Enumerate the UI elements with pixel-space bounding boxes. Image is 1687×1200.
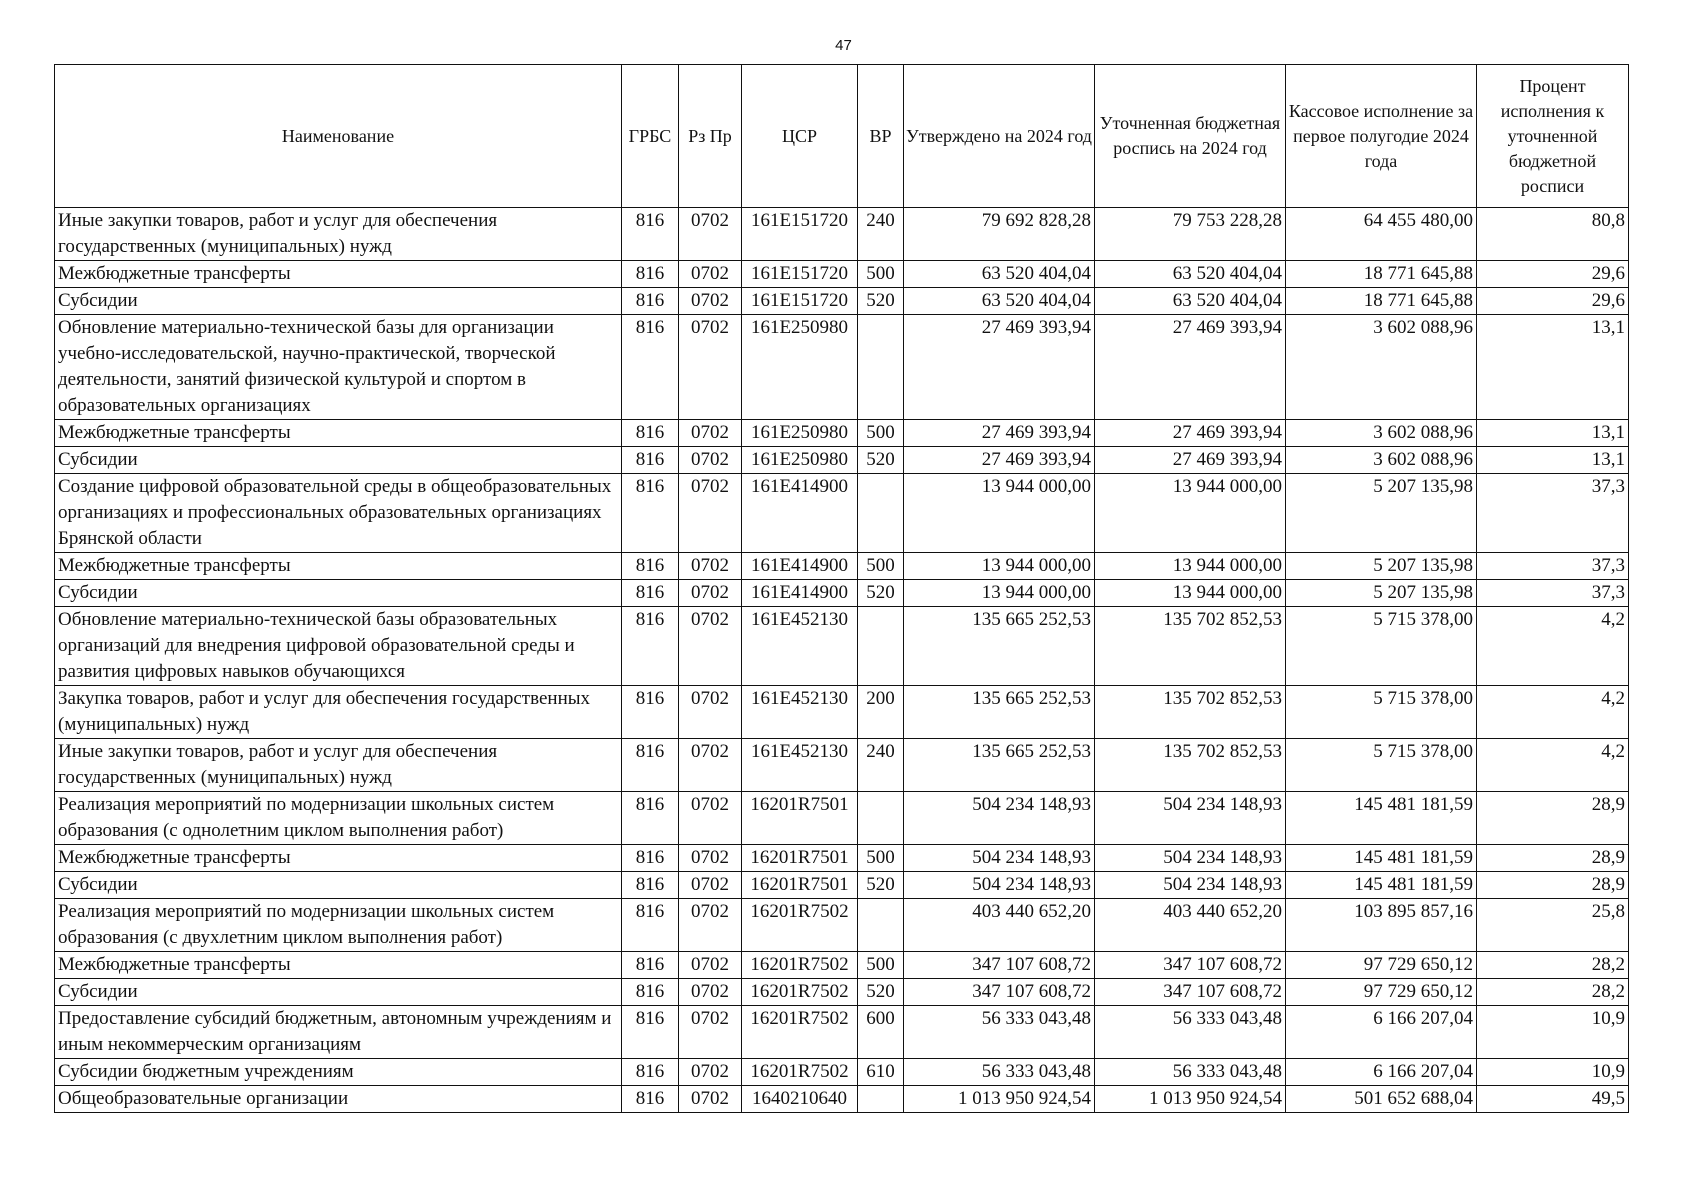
cell-cash: 501 652 688,04 xyxy=(1286,1086,1477,1113)
cell-name: Реализация мероприятий по модернизации школьных систем образования (с однолетним циклом выполнения работ) xyxy=(55,792,622,845)
table-row xyxy=(55,607,1629,686)
table-row xyxy=(55,739,1629,792)
table-row xyxy=(55,447,1629,474)
table-row xyxy=(55,288,1629,315)
table-row xyxy=(55,845,1629,872)
cell-vr: 500 xyxy=(858,553,904,580)
cell-rzpr: 0702 xyxy=(679,553,742,580)
cell-grbs: 816 xyxy=(622,739,679,792)
table-row xyxy=(55,580,1629,607)
cell-vr: 500 xyxy=(858,420,904,447)
cell-name: Межбюджетные трансферты xyxy=(55,420,622,447)
header-percent: Процент исполнения к уточненной бюджетной росписи xyxy=(1477,65,1629,208)
cell-percent: 29,6 xyxy=(1477,288,1629,315)
cell-refined: 504 234 148,93 xyxy=(1095,845,1286,872)
cell-approved: 347 107 608,72 xyxy=(904,979,1095,1006)
cell-grbs: 816 xyxy=(622,792,679,845)
table-header xyxy=(55,65,1629,208)
cell-percent: 4,2 xyxy=(1477,739,1629,792)
cell-grbs: 816 xyxy=(622,979,679,1006)
cell-rzpr: 0702 xyxy=(679,315,742,420)
cell-approved: 27 469 393,94 xyxy=(904,315,1095,420)
cell-rzpr: 0702 xyxy=(679,580,742,607)
cell-approved: 56 333 043,48 xyxy=(904,1059,1095,1086)
cell-name: Межбюджетные трансферты xyxy=(55,845,622,872)
cell-rzpr: 0702 xyxy=(679,792,742,845)
cell-rzpr: 0702 xyxy=(679,1059,742,1086)
cell-percent: 28,9 xyxy=(1477,792,1629,845)
cell-vr xyxy=(858,1086,904,1113)
cell-cash: 5 715 378,00 xyxy=(1286,739,1477,792)
cell-rzpr: 0702 xyxy=(679,474,742,553)
cell-name: Общеобразовательные организации xyxy=(55,1086,622,1113)
cell-grbs: 816 xyxy=(622,315,679,420)
cell-cash: 145 481 181,59 xyxy=(1286,872,1477,899)
cell-vr: 600 xyxy=(858,1006,904,1059)
cell-cash: 97 729 650,12 xyxy=(1286,952,1477,979)
cell-vr: 240 xyxy=(858,208,904,261)
cell-refined: 27 469 393,94 xyxy=(1095,420,1286,447)
cell-grbs: 816 xyxy=(622,208,679,261)
cell-name: Обновление материально-технической базы образовательных организаций для внедрения цифровой образовательной среды и развития цифровых навыков обучающихся xyxy=(55,607,622,686)
cell-csr: 16201R7502 xyxy=(742,952,858,979)
cell-cash: 145 481 181,59 xyxy=(1286,792,1477,845)
cell-grbs: 816 xyxy=(622,686,679,739)
cell-cash: 5 207 135,98 xyxy=(1286,474,1477,553)
cell-percent: 13,1 xyxy=(1477,420,1629,447)
cell-approved: 13 944 000,00 xyxy=(904,553,1095,580)
cell-name: Иные закупки товаров, работ и услуг для обеспечения государственных (муниципальных) нужд xyxy=(55,208,622,261)
cell-rzpr: 0702 xyxy=(679,607,742,686)
cell-approved: 1 013 950 924,54 xyxy=(904,1086,1095,1113)
cell-grbs: 816 xyxy=(622,845,679,872)
cell-grbs: 816 xyxy=(622,447,679,474)
cell-approved: 135 665 252,53 xyxy=(904,607,1095,686)
cell-name: Субсидии xyxy=(55,447,622,474)
cell-vr: 520 xyxy=(858,872,904,899)
cell-vr: 520 xyxy=(858,288,904,315)
header-row xyxy=(55,65,1629,208)
cell-csr: 16201R7501 xyxy=(742,872,858,899)
cell-approved: 504 234 148,93 xyxy=(904,872,1095,899)
cell-percent: 37,3 xyxy=(1477,474,1629,553)
cell-rzpr: 0702 xyxy=(679,686,742,739)
cell-refined: 27 469 393,94 xyxy=(1095,447,1286,474)
cell-name: Межбюджетные трансферты xyxy=(55,553,622,580)
cell-percent: 28,9 xyxy=(1477,872,1629,899)
cell-vr: 240 xyxy=(858,739,904,792)
cell-rzpr: 0702 xyxy=(679,288,742,315)
cell-refined: 135 702 852,53 xyxy=(1095,739,1286,792)
cell-cash: 18 771 645,88 xyxy=(1286,288,1477,315)
cell-name: Субсидии xyxy=(55,872,622,899)
cell-rzpr: 0702 xyxy=(679,1086,742,1113)
cell-cash: 6 166 207,04 xyxy=(1286,1059,1477,1086)
cell-percent: 37,3 xyxy=(1477,553,1629,580)
cell-refined: 79 753 228,28 xyxy=(1095,208,1286,261)
cell-percent: 29,6 xyxy=(1477,261,1629,288)
cell-vr xyxy=(858,474,904,553)
cell-name: Субсидии xyxy=(55,979,622,1006)
cell-refined: 56 333 043,48 xyxy=(1095,1006,1286,1059)
table-row xyxy=(55,208,1629,261)
cell-grbs: 816 xyxy=(622,553,679,580)
cell-vr: 610 xyxy=(858,1059,904,1086)
cell-csr: 16201R7502 xyxy=(742,979,858,1006)
cell-approved: 56 333 043,48 xyxy=(904,1006,1095,1059)
cell-csr: 161E250980 xyxy=(742,315,858,420)
cell-name: Межбюджетные трансферты xyxy=(55,952,622,979)
cell-vr: 520 xyxy=(858,580,904,607)
cell-refined: 347 107 608,72 xyxy=(1095,952,1286,979)
cell-refined: 13 944 000,00 xyxy=(1095,474,1286,553)
cell-grbs: 816 xyxy=(622,261,679,288)
cell-refined: 347 107 608,72 xyxy=(1095,979,1286,1006)
cell-percent: 28,2 xyxy=(1477,979,1629,1006)
cell-rzpr: 0702 xyxy=(679,899,742,952)
cell-grbs: 816 xyxy=(622,288,679,315)
cell-csr: 161E414900 xyxy=(742,553,858,580)
cell-percent: 80,8 xyxy=(1477,208,1629,261)
cell-percent: 37,3 xyxy=(1477,580,1629,607)
table-row xyxy=(55,474,1629,553)
cell-approved: 13 944 000,00 xyxy=(904,580,1095,607)
cell-percent: 4,2 xyxy=(1477,607,1629,686)
cell-name: Реализация мероприятий по модернизации школьных систем образования (с двухлетним циклом выполнения работ) xyxy=(55,899,622,952)
table-row xyxy=(55,899,1629,952)
cell-rzpr: 0702 xyxy=(679,1006,742,1059)
cell-refined: 135 702 852,53 xyxy=(1095,686,1286,739)
cell-approved: 27 469 393,94 xyxy=(904,420,1095,447)
cell-cash: 97 729 650,12 xyxy=(1286,979,1477,1006)
cell-percent: 49,5 xyxy=(1477,1086,1629,1113)
cell-approved: 347 107 608,72 xyxy=(904,952,1095,979)
cell-cash: 3 602 088,96 xyxy=(1286,420,1477,447)
cell-csr: 161E151720 xyxy=(742,261,858,288)
table-row xyxy=(55,553,1629,580)
cell-rzpr: 0702 xyxy=(679,208,742,261)
table-row xyxy=(55,261,1629,288)
cell-refined: 56 333 043,48 xyxy=(1095,1059,1286,1086)
cell-refined: 63 520 404,04 xyxy=(1095,261,1286,288)
header-rzpr: Рз Пр xyxy=(679,65,742,208)
cell-csr: 161E250980 xyxy=(742,420,858,447)
cell-csr: 161E414900 xyxy=(742,474,858,553)
cell-percent: 10,9 xyxy=(1477,1006,1629,1059)
cell-rzpr: 0702 xyxy=(679,447,742,474)
cell-name: Закупка товаров, работ и услуг для обеспечения государственных (муниципальных) нужд xyxy=(55,686,622,739)
cell-vr: 500 xyxy=(858,952,904,979)
cell-percent: 13,1 xyxy=(1477,447,1629,474)
cell-grbs: 816 xyxy=(622,420,679,447)
cell-rzpr: 0702 xyxy=(679,739,742,792)
table-row xyxy=(55,1086,1629,1113)
cell-refined: 504 234 148,93 xyxy=(1095,872,1286,899)
cell-name: Субсидии xyxy=(55,288,622,315)
cell-vr: 520 xyxy=(858,447,904,474)
header-name: Наименование xyxy=(55,65,622,208)
cell-cash: 18 771 645,88 xyxy=(1286,261,1477,288)
cell-grbs: 816 xyxy=(622,580,679,607)
cell-cash: 5 715 378,00 xyxy=(1286,607,1477,686)
cell-approved: 27 469 393,94 xyxy=(904,447,1095,474)
page-number: 47 xyxy=(835,37,852,54)
cell-csr: 161E452130 xyxy=(742,686,858,739)
cell-approved: 79 692 828,28 xyxy=(904,208,1095,261)
cell-grbs: 816 xyxy=(622,1006,679,1059)
header-grbs: ГРБС xyxy=(622,65,679,208)
table-row xyxy=(55,792,1629,845)
cell-cash: 3 602 088,96 xyxy=(1286,315,1477,420)
cell-cash: 103 895 857,16 xyxy=(1286,899,1477,952)
cell-cash: 5 715 378,00 xyxy=(1286,686,1477,739)
cell-refined: 63 520 404,04 xyxy=(1095,288,1286,315)
table-row xyxy=(55,872,1629,899)
cell-grbs: 816 xyxy=(622,474,679,553)
cell-refined: 13 944 000,00 xyxy=(1095,553,1286,580)
cell-grbs: 816 xyxy=(622,899,679,952)
cell-vr xyxy=(858,315,904,420)
table-row xyxy=(55,420,1629,447)
cell-vr: 200 xyxy=(858,686,904,739)
cell-percent: 13,1 xyxy=(1477,315,1629,420)
cell-csr: 161E414900 xyxy=(742,580,858,607)
cell-refined: 135 702 852,53 xyxy=(1095,607,1286,686)
cell-cash: 6 166 207,04 xyxy=(1286,1006,1477,1059)
cell-vr: 520 xyxy=(858,979,904,1006)
cell-name: Иные закупки товаров, работ и услуг для обеспечения государственных (муниципальных) нужд xyxy=(55,739,622,792)
cell-refined: 1 013 950 924,54 xyxy=(1095,1086,1286,1113)
cell-csr: 16201R7501 xyxy=(742,845,858,872)
cell-approved: 504 234 148,93 xyxy=(904,845,1095,872)
cell-percent: 10,9 xyxy=(1477,1059,1629,1086)
cell-csr: 161E452130 xyxy=(742,739,858,792)
cell-csr: 161E151720 xyxy=(742,288,858,315)
header-vr: ВР xyxy=(858,65,904,208)
cell-name: Межбюджетные трансферты xyxy=(55,261,622,288)
cell-cash: 64 455 480,00 xyxy=(1286,208,1477,261)
cell-grbs: 816 xyxy=(622,607,679,686)
cell-csr: 16201R7501 xyxy=(742,792,858,845)
header-csr: ЦСР xyxy=(742,65,858,208)
cell-cash: 145 481 181,59 xyxy=(1286,845,1477,872)
cell-approved: 504 234 148,93 xyxy=(904,792,1095,845)
table-row xyxy=(55,1006,1629,1059)
header-approved: Утверждено на 2024 год xyxy=(904,65,1095,208)
table-row xyxy=(55,979,1629,1006)
table-row xyxy=(55,1059,1629,1086)
cell-grbs: 816 xyxy=(622,872,679,899)
cell-percent: 4,2 xyxy=(1477,686,1629,739)
header-cash: Кассовое исполнение за первое полугодие 2024 года xyxy=(1286,65,1477,208)
cell-csr: 161E452130 xyxy=(742,607,858,686)
table-row xyxy=(55,686,1629,739)
cell-csr: 1640210640 xyxy=(742,1086,858,1113)
cell-vr: 500 xyxy=(858,845,904,872)
cell-approved: 63 520 404,04 xyxy=(904,261,1095,288)
cell-approved: 13 944 000,00 xyxy=(904,474,1095,553)
header-refined: Уточненная бюджетная роспись на 2024 год xyxy=(1095,65,1286,208)
cell-cash: 3 602 088,96 xyxy=(1286,447,1477,474)
cell-csr: 16201R7502 xyxy=(742,899,858,952)
cell-cash: 5 207 135,98 xyxy=(1286,553,1477,580)
cell-vr xyxy=(858,899,904,952)
cell-percent: 28,9 xyxy=(1477,845,1629,872)
cell-name: Предоставление субсидий бюджетным, автономным учреждениям и иным некоммерческим организациям xyxy=(55,1006,622,1059)
cell-approved: 135 665 252,53 xyxy=(904,739,1095,792)
cell-rzpr: 0702 xyxy=(679,420,742,447)
table-row xyxy=(55,315,1629,420)
cell-approved: 403 440 652,20 xyxy=(904,899,1095,952)
cell-csr: 161E250980 xyxy=(742,447,858,474)
cell-rzpr: 0702 xyxy=(679,872,742,899)
cell-refined: 504 234 148,93 xyxy=(1095,792,1286,845)
cell-grbs: 816 xyxy=(622,1059,679,1086)
cell-grbs: 816 xyxy=(622,952,679,979)
cell-cash: 5 207 135,98 xyxy=(1286,580,1477,607)
cell-refined: 403 440 652,20 xyxy=(1095,899,1286,952)
cell-vr xyxy=(858,792,904,845)
cell-csr: 161E151720 xyxy=(742,208,858,261)
cell-rzpr: 0702 xyxy=(679,952,742,979)
cell-vr xyxy=(858,607,904,686)
cell-refined: 13 944 000,00 xyxy=(1095,580,1286,607)
cell-approved: 63 520 404,04 xyxy=(904,288,1095,315)
table-row xyxy=(55,952,1629,979)
cell-rzpr: 0702 xyxy=(679,979,742,1006)
cell-approved: 135 665 252,53 xyxy=(904,686,1095,739)
cell-percent: 28,2 xyxy=(1477,952,1629,979)
budget-table xyxy=(54,64,1629,1113)
cell-name: Субсидии xyxy=(55,580,622,607)
cell-rzpr: 0702 xyxy=(679,261,742,288)
cell-rzpr: 0702 xyxy=(679,845,742,872)
cell-name: Создание цифровой образовательной среды в общеобразовательных организациях и профессиональных образовательных организациях Брянской области xyxy=(55,474,622,553)
cell-name: Обновление материально-технической базы для организации учебно-исследовательской, научно-практической, творческой деятельности, занятий физической культурой и спортом в образовательных организациях xyxy=(55,315,622,420)
cell-vr: 500 xyxy=(858,261,904,288)
cell-csr: 16201R7502 xyxy=(742,1006,858,1059)
cell-percent: 25,8 xyxy=(1477,899,1629,952)
cell-grbs: 816 xyxy=(622,1086,679,1113)
table-body xyxy=(55,208,1629,1113)
cell-name: Субсидии бюджетным учреждениям xyxy=(55,1059,622,1086)
cell-csr: 16201R7502 xyxy=(742,1059,858,1086)
cell-refined: 27 469 393,94 xyxy=(1095,315,1286,420)
